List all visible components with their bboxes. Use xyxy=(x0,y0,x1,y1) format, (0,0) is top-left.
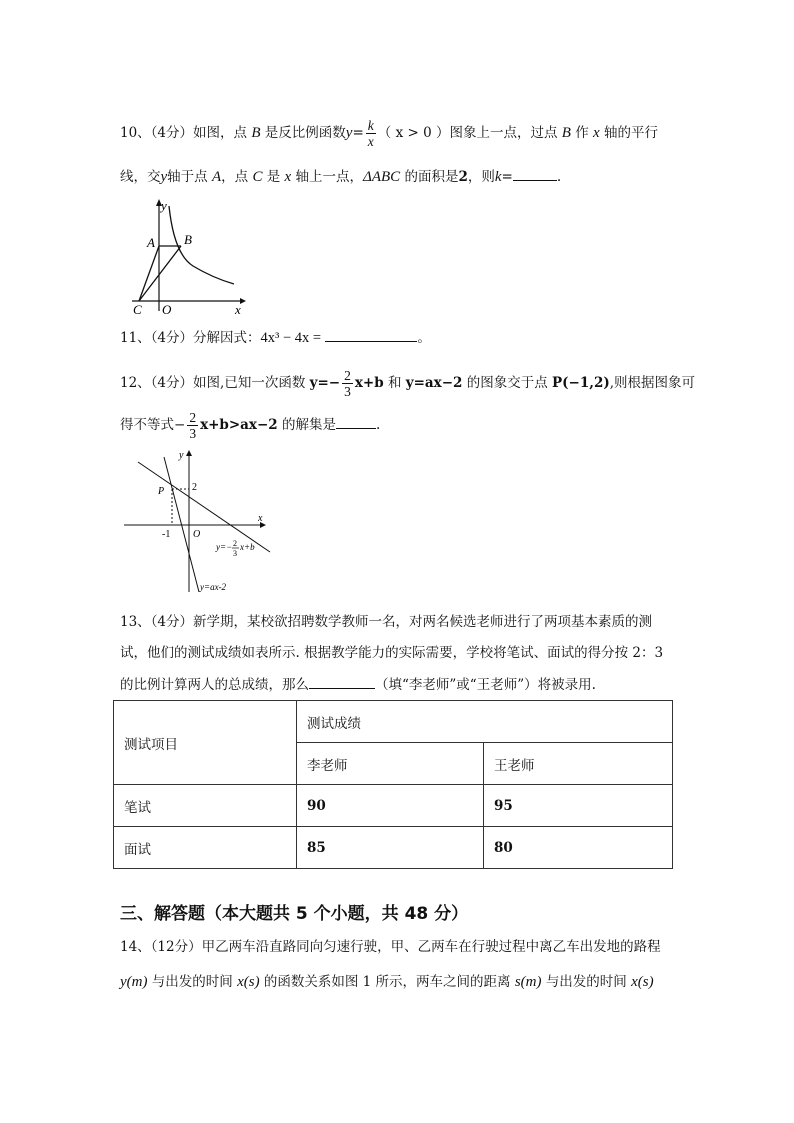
fig12-label-neg1: -1 xyxy=(162,529,171,540)
q10-text: 如图，点 xyxy=(193,125,248,141)
q13-line2 xyxy=(120,643,663,663)
q10-text: 是反比例函数 xyxy=(264,125,346,141)
q13-text: （填“李老师”或“王老师”）将被录用. xyxy=(375,677,596,693)
q12-point: P(−1,2) xyxy=(552,375,610,391)
q12-answer-blank[interactable] xyxy=(336,414,376,429)
q12-text: 得不等式− xyxy=(120,417,186,433)
q12-text: . xyxy=(375,417,381,433)
q14-var: x(s) xyxy=(631,974,654,990)
q10-text: 的面积是 xyxy=(404,169,459,185)
table-cell-wang: 95 xyxy=(484,785,673,827)
table-row xyxy=(114,785,673,827)
q10-point-c: C xyxy=(252,169,263,185)
fig12-label-o: O xyxy=(193,529,201,540)
q12-frac-den: 3 xyxy=(344,384,351,399)
q14-text: 的函数关系如图 1 所示，两车之间的距离 xyxy=(263,974,511,990)
q10-point-b: B xyxy=(561,125,571,141)
q10-text: . xyxy=(556,169,562,185)
q10-func-y: y xyxy=(345,125,353,141)
q10-text: = xyxy=(501,169,513,185)
q14-number: 14、 xyxy=(120,939,151,955)
q14-text: 与出发的时间 xyxy=(545,974,627,990)
fig10-label-a: A xyxy=(147,235,155,250)
q10-point-a: A xyxy=(211,169,222,185)
q11-answer-blank[interactable] xyxy=(325,327,417,342)
q14-var: x(s) xyxy=(237,974,260,990)
q10-text: 线，交 xyxy=(120,169,161,185)
q10-var-k: k xyxy=(494,169,502,185)
q13-text: 新学期，某校欲招聘数学教师一名，对两名候选老师进行了两项基本素质的测 xyxy=(193,614,653,630)
table-row xyxy=(114,827,673,869)
q10-frac-den: x xyxy=(367,134,374,149)
q10-text: 作 xyxy=(575,125,589,141)
q12-frac-num: 2 xyxy=(189,410,197,425)
q12-text: 如图,已知一次函数 xyxy=(193,375,306,391)
table-col-li: 李老师 xyxy=(297,743,484,785)
table-header-item: 测试项目 xyxy=(114,701,297,785)
score-table xyxy=(113,700,673,869)
q10-number: 10、 xyxy=(120,125,151,141)
q13-line1 xyxy=(120,612,652,632)
q12-figure xyxy=(120,446,280,598)
q14-text: 甲乙两车沿直路同向匀速行驶，甲、乙两车在行驶过程中离乙车出发地的路程 xyxy=(201,939,661,955)
table-cell-wang: 80 xyxy=(484,827,673,869)
q13-text: 的比例计算两人的总成绩，那么 xyxy=(120,677,309,693)
q12-func1: x+b xyxy=(354,375,384,391)
q12-number: 12、 xyxy=(120,375,151,391)
fig12-line1-label: y=− xyxy=(216,542,233,552)
q12-score: （4分） xyxy=(150,375,194,391)
q10-triangle: ΔABC xyxy=(363,169,401,185)
table-cell-li: 85 xyxy=(297,827,484,869)
q10-fraction xyxy=(366,118,376,149)
q12-line1 xyxy=(120,368,695,399)
fig10-label-b: B xyxy=(184,232,192,247)
fig10-label-y: y xyxy=(161,198,167,213)
q12-fraction xyxy=(187,410,198,441)
fig12-label-p: P xyxy=(158,486,165,497)
fig12-line1-num: 2 xyxy=(233,539,237,548)
fig12-line2-label: y=ax-2 xyxy=(200,582,227,592)
fig12-line1-den: 3 xyxy=(233,549,237,558)
fig10-label-x: x xyxy=(235,302,241,317)
q11-expression: 4x³ − 4x = xyxy=(260,330,322,346)
q10-text: ，则 xyxy=(467,169,495,185)
q10-frac-num: k xyxy=(367,118,374,133)
table-col-wang: 王老师 xyxy=(484,743,673,785)
q13-line3 xyxy=(120,674,596,695)
fig12-line1-label: x+b xyxy=(240,542,255,552)
fig12-label-2: 2 xyxy=(192,482,197,493)
table-header-scores: 测试成绩 xyxy=(297,701,673,743)
q12-func1: y=− xyxy=(309,375,341,391)
q12-frac-num: 2 xyxy=(344,368,351,383)
q11-score: （4分） xyxy=(150,330,194,346)
q10-var-y: y xyxy=(160,169,168,185)
q14-var: y(m) xyxy=(120,974,148,990)
q13-number: 13、 xyxy=(120,614,151,630)
table-cell-label: 笔试 xyxy=(114,785,297,827)
q10-area: 2 xyxy=(458,169,468,185)
q13-score: （4分） xyxy=(150,614,194,630)
q11-text: 。 xyxy=(417,330,431,346)
q14-var: s(m) xyxy=(514,974,542,990)
q12-inequality: x+b>ax−2 xyxy=(200,417,278,433)
q10-text: 是 xyxy=(266,169,281,185)
q14-line2 xyxy=(120,972,654,992)
q10-text: ，点 xyxy=(221,169,249,185)
q10-line2 xyxy=(120,166,561,187)
q10-text: 图象上一点，过点 xyxy=(449,125,558,141)
q10-text: 轴上一点， xyxy=(295,169,364,185)
q11-text: 分解因式： xyxy=(193,330,261,346)
fig10-label-c: C xyxy=(133,302,142,317)
q10-figure xyxy=(128,196,256,318)
q10-line1 xyxy=(120,118,658,149)
fig12-label-y: y xyxy=(179,450,184,461)
q10-var-x: x xyxy=(284,169,292,185)
table-header-row xyxy=(114,701,673,743)
q10-point-b: B xyxy=(251,125,261,141)
q11-line xyxy=(120,327,431,348)
q10-equals: = xyxy=(352,125,364,141)
table-cell-label: 面试 xyxy=(114,827,297,869)
q14-text: 与出发的时间 xyxy=(151,974,233,990)
q14-line1 xyxy=(120,937,661,957)
q10-text: 轴的平行 xyxy=(604,125,658,141)
section3-title: 三、解答题（本大题共 5 个小题，共 48 分） xyxy=(120,904,469,924)
q12-func2: y=ax−2 xyxy=(405,375,463,391)
q12-line2 xyxy=(120,410,380,441)
q10-score: （4分） xyxy=(150,125,194,141)
q12-text: ,则根据图象可 xyxy=(609,375,696,391)
fig12-label-x: x xyxy=(258,513,263,524)
q14-score: （12分） xyxy=(150,939,202,955)
q10-text: 轴于点 xyxy=(167,169,208,185)
q10-answer-blank[interactable] xyxy=(513,166,557,181)
q12-text: 和 xyxy=(387,375,402,391)
fig10-label-o: O xyxy=(162,302,172,317)
q12-text: 的解集是 xyxy=(281,417,336,433)
q12-text: 的图象交于点 xyxy=(466,375,548,391)
q10-condition: （ x > 0 ） xyxy=(377,125,450,141)
q13-answer-blank[interactable] xyxy=(309,674,375,689)
q12-frac-den: 3 xyxy=(189,426,197,441)
table-cell-li: 90 xyxy=(297,785,484,827)
q12-fraction xyxy=(342,368,353,399)
q13-text: 试，他们的测试成绩如表所示. 根据教学能力的实际需要，学校将笔试、面试的得分按 2：3 xyxy=(120,645,664,661)
q11-number: 11、 xyxy=(120,330,151,346)
q10-var-x: x xyxy=(593,125,600,141)
